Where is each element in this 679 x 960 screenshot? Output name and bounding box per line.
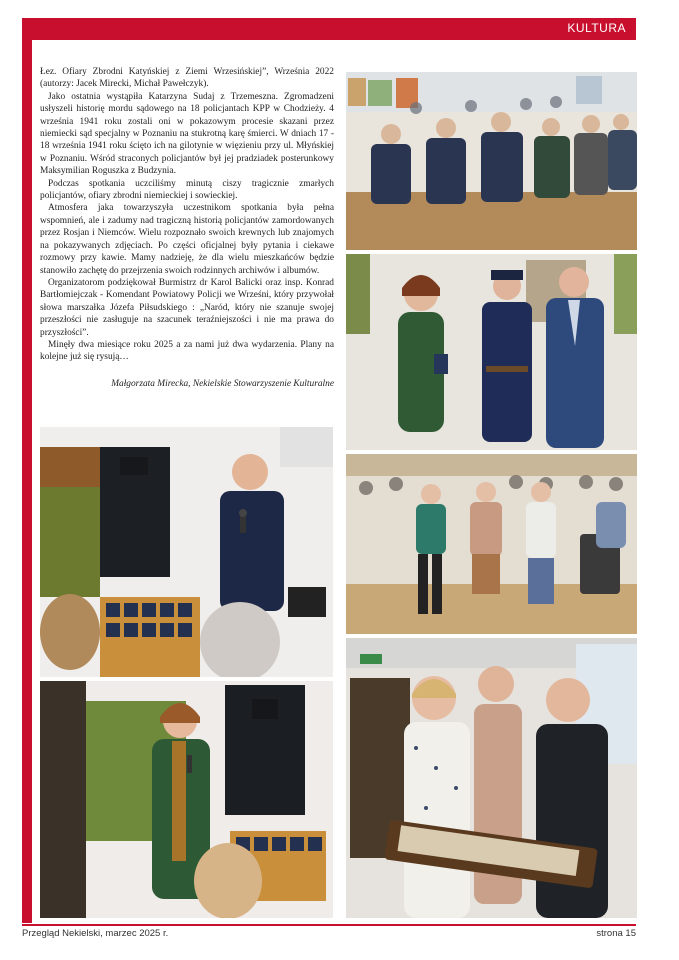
- photo-man-speaking: [40, 427, 333, 677]
- article-paragraph: Atmosfera jaka towarzyszyła uczestnikom spotkania była pełna wspomnień, ale i zadumy nad tragiczną historią policjantów zamordowanych przez Rosjan i Niemców. Wielu rozpoznało swoich krewnych lub znajomych na pokazywanych zdjęciach. Po części oficjalnej były pytania i ciekawe rozmowy przy kawie. Mamy nadzieję, że dla wielu mieszkańców będzie stanowiło zachętę do przejrzenia swoich rodzinnych archiwów i albumów.: [40, 203, 334, 276]
- section-header-bar: [22, 18, 636, 40]
- section-label: KULTURA: [567, 21, 626, 35]
- article-text: [40, 66, 334, 390]
- page-number: strona 15: [596, 928, 636, 939]
- photo-woman-speaking: [40, 681, 333, 918]
- photo-audience-uniforms: [346, 72, 637, 250]
- photo-three-people-posing: [346, 254, 637, 450]
- photo-album-viewing: [346, 638, 637, 918]
- article-paragraph: Podczas spotkania uczciliśmy minutą ciszy tragicznie zmarłych policjantów, ofiary zbrodni niemieckiej i sowieckiej.: [40, 178, 334, 202]
- photo-seated-audience: [346, 454, 637, 634]
- footer-publication: Przegląd Nekielski, marzec 2025 r.: [22, 928, 169, 939]
- footer-divider: [22, 924, 636, 926]
- left-accent-bar: [22, 18, 32, 923]
- article-paragraph: Organizatorom podziękował Burmistrz dr Karol Balicki oraz insp. Konrad Bartłomiejczak - Komendant Powiatowy Policji we Wrześni, który przywołał słowa marszałka Józefa Piłsudskiego : „Naród, który nie szanuje swojej przeszłości nie zasługuje na szacunek teraźniejszości i nie ma prawa do przyszłości”.: [40, 277, 334, 338]
- article-paragraph: Jako ostatnia wystąpiła Katarzyna Sudaj z Trzemeszna. Zgromadzeni usłyszeli historię mordu sądowego na 18 policjantach KPP w Chodzieży. 4 września 1941 roku zostali oni w pokazowym procesie skazani przez niemiecki sąd specjalny w Poznaniu na stukrotną karę śmierci. W dniach 17 - 18 września 1941 roku ścięto ich na gilotynie w więzieniu przy ul. Młyńskiej w Poznaniu. Wśród straconych policjantów był jej pradziadek posterunkowy Maksymilian Roguszka z Budzynia.: [40, 91, 334, 177]
- article-author: Małgorzata Mirecka, Nekielskie Stowarzyszenie Kulturalne: [111, 378, 334, 389]
- article-paragraph: Łez. Ofiary Zbrodni Katyńskiej z Ziemi Wrzesińskiej”, Września 2022 (autorzy: Jacek Mirecki, Michał Pawełczyk).: [40, 67, 334, 90]
- article-paragraph: Minęły dwa miesiące roku 2025 a za nami już dwa wydarzenia. Plany na kolejne już się rysują…: [40, 339, 334, 363]
